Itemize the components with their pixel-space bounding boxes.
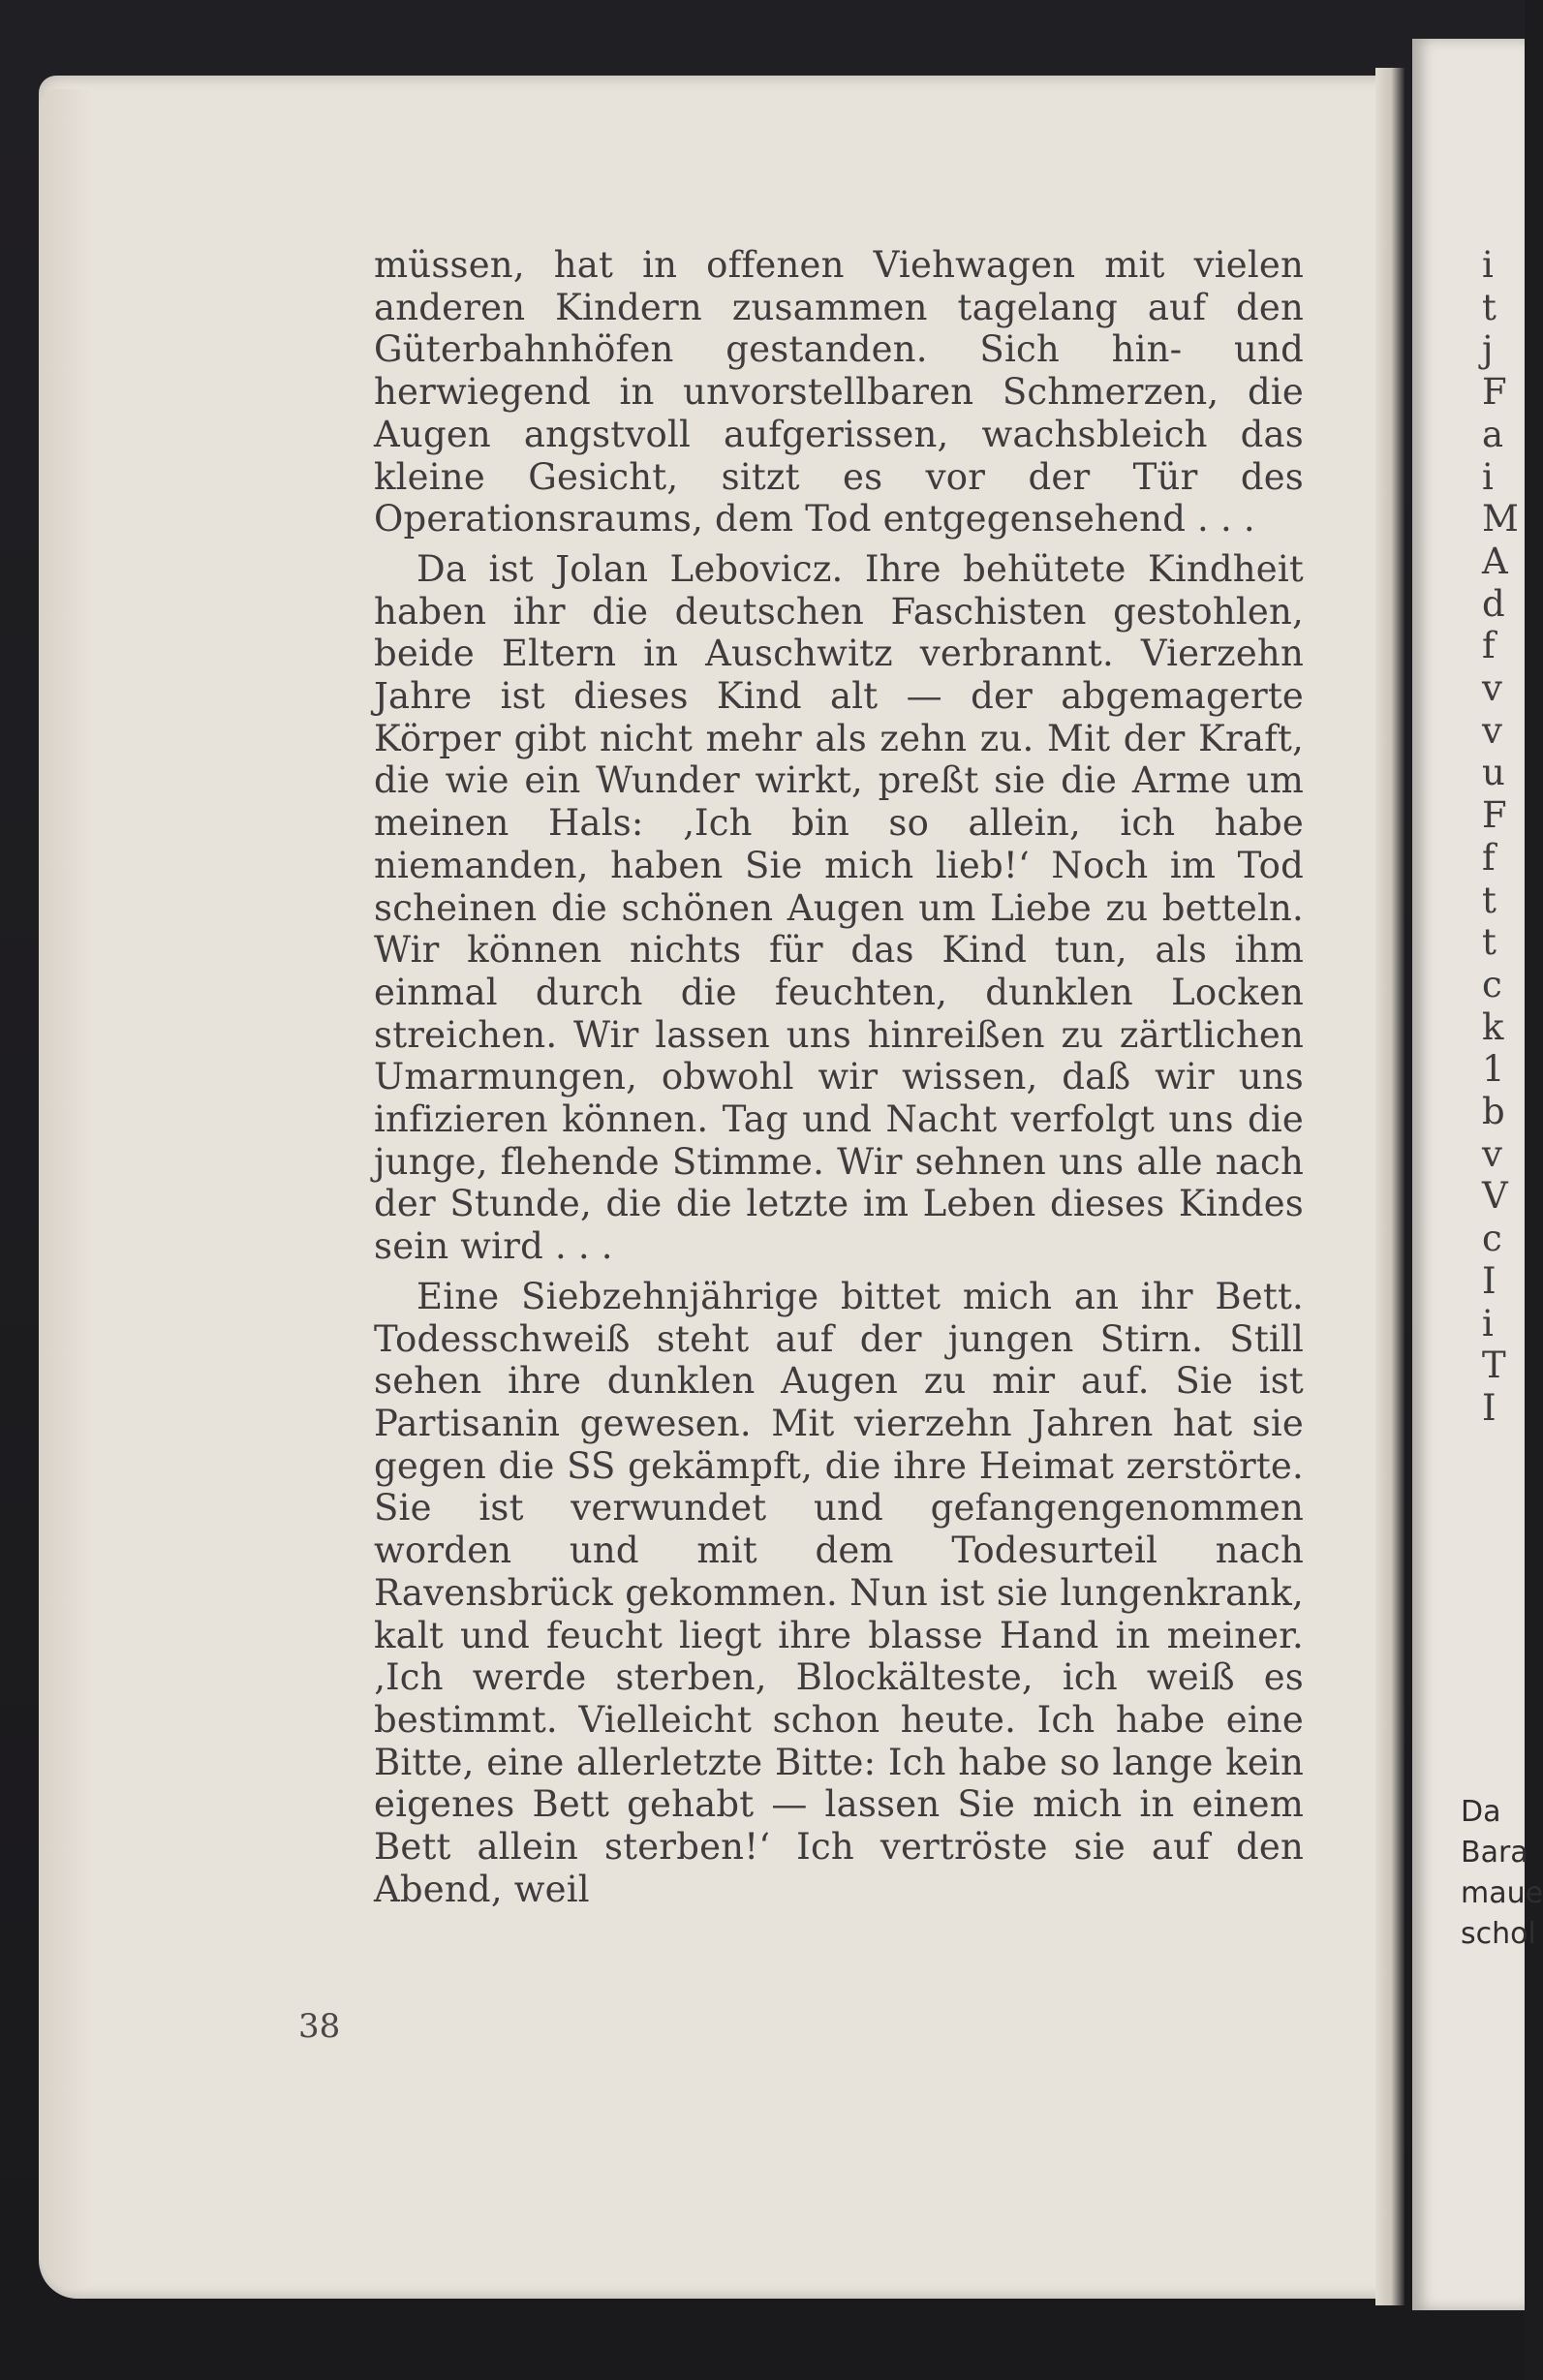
next-page-text-fragments — [1482, 244, 1521, 1430]
next-page-line-fragment: I — [1482, 1259, 1497, 1302]
page-stack-edge — [39, 89, 89, 2288]
next-page-line-fragment: i — [1482, 244, 1494, 286]
next-page-line-fragment: F — [1482, 794, 1507, 837]
next-page-line-fragment: I — [1482, 1386, 1497, 1429]
next-page-line-fragment: t — [1482, 879, 1497, 921]
next-page-line-fragment: f — [1482, 625, 1496, 667]
next-page-line-fragment: F — [1482, 371, 1507, 414]
next-page-line-fragment: i — [1482, 455, 1494, 498]
paragraph-3: Eine Siebzehnjährige bittet mich an ihr Bett. Todesschweiß steht auf der jungen Stirn. Still sehen ihre dunklen Augen zu mir auf. Sie ist Partisanin gewesen. Mit vierzehn Jahren hat sie gegen die SS gekämpft, die ihre Heimat zerstörte. Sie ist verwundet und gefangengenommen worden und mit dem Todesurteil nach Ravensbrück gekommen. Nun ist sie lungenkrank, kalt und feucht liegt ihre blasse Hand in meiner. ‚Ich werde sterben, Blockälteste, ich weiß es bestimmt. Vielleicht schon heute. Ich habe eine Bitte, eine allerletzte Bitte: Ich habe so lange kein eigenes Bett gehabt — lassen Sie mich in einem Bett allein sterben!‘ Ich vertröste sie auf den Abend, weil — [374, 1275, 1304, 1910]
next-page-caption-fragments — [1461, 1792, 1543, 1955]
page-number: 38 — [298, 2007, 341, 2046]
next-page-line-fragment: T — [1482, 1345, 1506, 1387]
next-page-line-fragment: d — [1482, 582, 1505, 625]
next-page-line-fragment: v — [1482, 709, 1502, 752]
next-page-line-fragment: j — [1482, 328, 1494, 371]
next-page-caption-fragment: Da — [1461, 1795, 1501, 1829]
next-page-line-fragment: i — [1482, 1302, 1494, 1345]
next-page-line-fragment: A — [1482, 540, 1508, 582]
page-body-text — [374, 244, 1304, 1918]
next-page-line-fragment: b — [1482, 1091, 1505, 1133]
next-page-line-fragment: a — [1482, 413, 1504, 455]
paragraph-1: müssen, hat in offenen Viehwagen mit vielen anderen Kindern zusammen tagelang auf den Güterbahnhöfen gestanden. Sich hin- und herwiegend in unvorstellbaren Schmerzen, die Augen angstvoll aufgerissen, wachsbleich das kleine Gesicht, sitzt es vor der Tür des Operationsraums, dem Tod entgegensehend . . . — [374, 244, 1304, 541]
next-page-caption-fragment: Bara — [1461, 1836, 1528, 1870]
next-page-line-fragment: k — [1482, 1005, 1504, 1048]
next-page-caption-fragment: maue — [1461, 1876, 1543, 1910]
book-gutter — [1375, 68, 1404, 2305]
next-page-caption-fragment: schol — [1461, 1917, 1536, 1951]
next-page-line-fragment: c — [1482, 1218, 1502, 1260]
next-page-line-fragment: u — [1482, 752, 1505, 794]
next-page-line-fragment: v — [1482, 1132, 1502, 1175]
next-page-line-fragment: c — [1482, 963, 1502, 1005]
paragraph-2: Da ist Jolan Lebovicz. Ihre behütete Kindheit haben ihr die deutschen Faschisten gestohlen, beide Eltern in Auschwitz verbrannt. Vierzehn Jahre ist dieses Kind alt — der abgemagerte Körper gibt nicht mehr als zehn zu. Mit der Kraft, die wie ein Wunder wirkt, preßt sie die Arme um meinen Hals: ‚Ich bin so allein, ich habe niemanden, haben Sie mich lieb!‘ Noch im Tod scheinen die schönen Augen um Liebe zu betteln. Wir können nichts für das Kind tun, als ihm einmal durch die feuchten, dunklen Locken streichen. Wir lassen uns hinreißen zu zärtlichen Umarmungen, obwohl wir wissen, daß wir uns infizieren können. Tag und Nacht verfolgt uns die junge, flehende Stimme. Wir sehnen uns alle nach der Stunde, die die letzte im Leben dieses Kindes sein wird . . . — [374, 547, 1304, 1268]
next-page-line-fragment: t — [1482, 286, 1497, 328]
next-page-line-fragment: V — [1482, 1175, 1508, 1218]
next-page-line-fragment: 1 — [1482, 1048, 1505, 1091]
next-page-line-fragment: f — [1482, 836, 1496, 879]
next-page-line-fragment: t — [1482, 921, 1497, 964]
next-page-line-fragment: v — [1482, 667, 1502, 710]
next-page-line-fragment: M — [1482, 498, 1519, 541]
